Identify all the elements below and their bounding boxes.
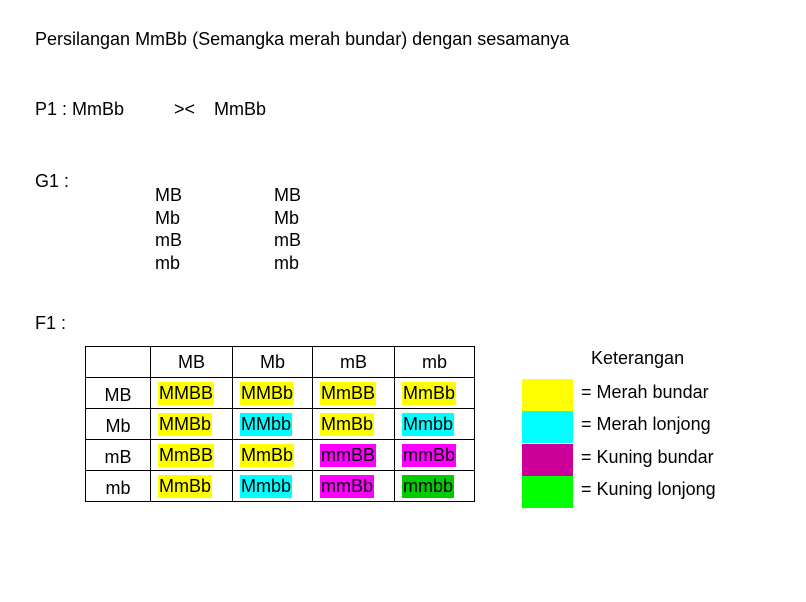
- row-header: mb: [86, 471, 151, 502]
- genotype-label: MMBb: [159, 413, 212, 434]
- gamete-list-parent2: [274, 184, 301, 274]
- legend-label-kuning-lonjong: = Kuning lonjong: [581, 479, 716, 499]
- genotype-cell: [395, 440, 475, 471]
- legend-label-merah-lonjong: = Merah lonjong: [581, 414, 711, 434]
- genotype-label: Mmbb: [241, 475, 292, 496]
- legend-label-merah-bundar: = Merah bundar: [581, 382, 709, 402]
- genotype-label: MmBb: [241, 444, 294, 465]
- genotype-cell: [395, 471, 475, 502]
- genotype-label: mmBB: [321, 444, 375, 465]
- column-header: mb: [395, 347, 475, 378]
- g1-label: G1 :: [35, 171, 70, 191]
- row-header: mB: [86, 440, 151, 471]
- gamete: MB: [274, 185, 301, 205]
- genotype-label: MmBB: [159, 444, 213, 465]
- column-header: Mb: [233, 347, 313, 378]
- genotype-label: MmBb: [321, 413, 374, 434]
- genotype-cell: [151, 440, 233, 471]
- page-title: Persilangan MmBb (Semangka merah bundar) dengan sesamanya: [35, 29, 570, 49]
- legend-swatch-merah-bundar: [522, 379, 573, 411]
- genotype-cell: [151, 378, 233, 409]
- gamete: mb: [274, 252, 300, 273]
- table-row: [86, 471, 475, 502]
- genotype-cell: [395, 409, 475, 440]
- table-row: [86, 409, 475, 440]
- column-header: MB: [151, 347, 233, 378]
- genotype-cell: [151, 409, 233, 440]
- gamete: mB: [155, 230, 182, 250]
- gamete: Mb: [155, 207, 181, 228]
- genotype-cell: [395, 378, 475, 409]
- table-row: [86, 378, 475, 409]
- row-header: Mb: [86, 409, 151, 440]
- genotype-label: Mmbb: [403, 413, 454, 434]
- column-header: mB: [313, 347, 395, 378]
- gamete: mB: [274, 230, 301, 250]
- genotype-cell: [313, 409, 395, 440]
- genotype-label: MmBb: [403, 382, 456, 403]
- genotype-label: MmBB: [321, 382, 375, 403]
- punnett-square: [85, 346, 475, 502]
- gamete-list-parent1: [155, 184, 182, 274]
- p1-parent2: MmBb: [214, 99, 267, 119]
- f1-label: F1 :: [35, 313, 67, 333]
- header-row: [86, 347, 475, 378]
- genotype-cell: [233, 409, 313, 440]
- row-header: MB: [86, 378, 151, 409]
- gamete: Mb: [274, 207, 300, 228]
- legend-swatch-merah-lonjong: [522, 411, 573, 443]
- legend-label-kuning-bundar: = Kuning bundar: [581, 447, 714, 467]
- legend-swatch-kuning-lonjong: [522, 476, 573, 508]
- gamete: MB: [155, 185, 182, 205]
- legend-title: Keterangan: [591, 348, 685, 368]
- gamete: mb: [155, 252, 181, 273]
- genotype-cell: [313, 440, 395, 471]
- genotype-label: MmBb: [159, 475, 212, 496]
- genotype-label: mmBb: [403, 444, 456, 465]
- genotype-label: MMBB: [159, 382, 213, 403]
- cross-symbol: ><: [174, 99, 196, 119]
- legend-swatch-kuning-bundar: [522, 444, 573, 476]
- corner-cell: [86, 347, 151, 378]
- genotype-label: MMbb: [241, 413, 292, 434]
- p1-label: P1 : MmBb: [35, 99, 125, 119]
- genotype-label: mmbb: [403, 475, 454, 496]
- genotype-cell: [313, 378, 395, 409]
- genotype-cell: [313, 471, 395, 502]
- genotype-label: mmBb: [321, 475, 374, 496]
- genotype-cell: [233, 378, 313, 409]
- genotype-cell: [233, 440, 313, 471]
- genotype-cell: [151, 471, 233, 502]
- genotype-cell: [233, 471, 313, 502]
- table-row: [86, 440, 475, 471]
- genotype-label: MMBb: [241, 382, 294, 403]
